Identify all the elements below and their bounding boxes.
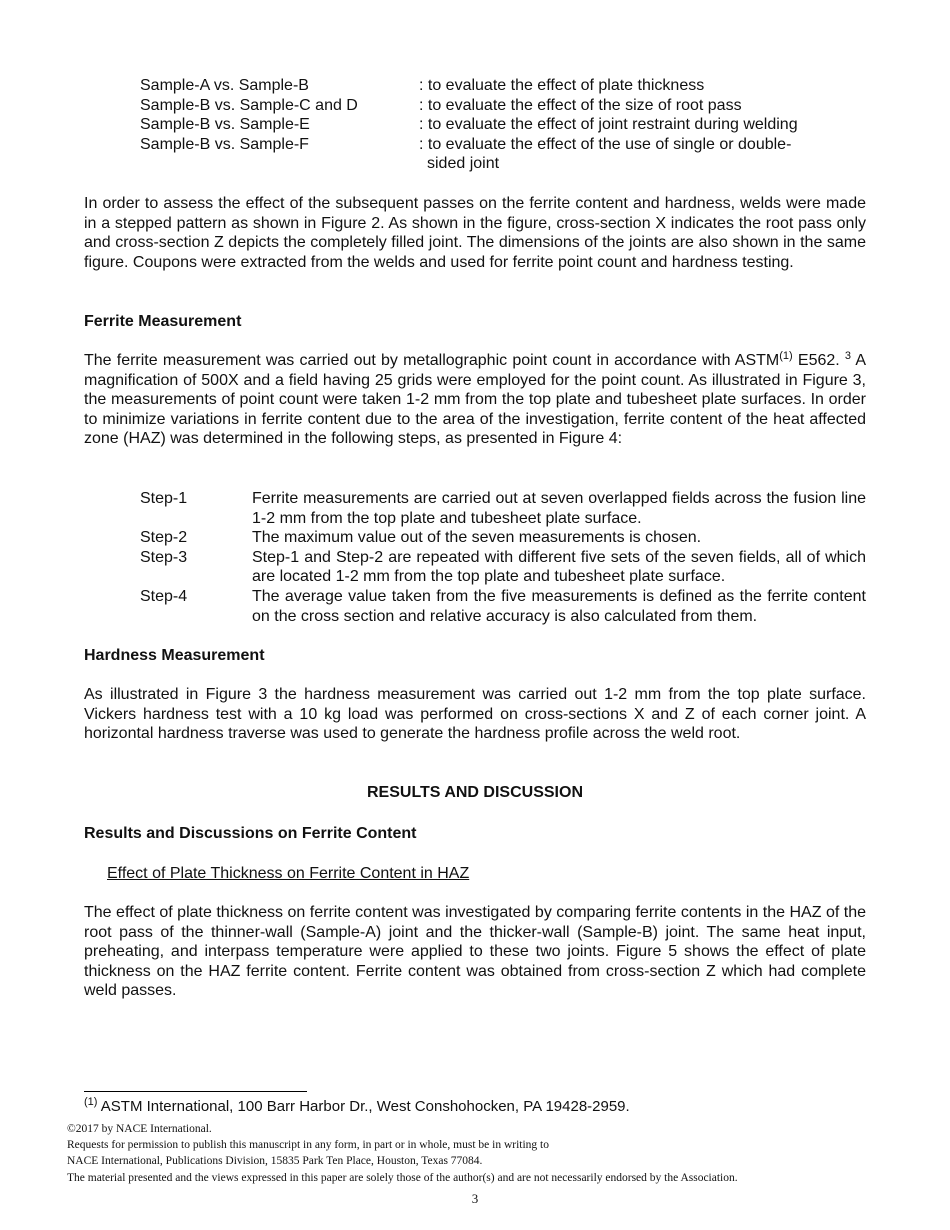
comparison-purpose-continuation: sided joint bbox=[427, 155, 500, 173]
comparison-purpose: : to evaluate the effect of the use of single or double- bbox=[419, 135, 792, 153]
comparison-samples: Sample-B vs. Sample-C and D bbox=[140, 96, 358, 114]
step-item bbox=[84, 489, 866, 528]
hardness-measurement-paragraph: As illustrated in Figure 3 the hardness measurement was carried out 1-2 mm from the top plate surface. Vickers hardness test with a 10 kg load was performed on cross-sections X and Z of each corner joint. A horizontal hardness traverse was used to generate the hardness profile across the weld root. bbox=[84, 686, 866, 743]
comparison-row bbox=[84, 135, 866, 155]
step-label: Step-2 bbox=[140, 529, 188, 547]
step-list bbox=[84, 489, 866, 626]
disclaimer-line: The material presented and the views expressed in this paper are solely those of the author(s) and are not necessarily endorsed by the Association. bbox=[67, 1172, 738, 1184]
results-discussion-heading: RESULTS AND DISCUSSION bbox=[366, 784, 583, 801]
ferrite-measurement-paragraph bbox=[84, 351, 866, 449]
comparison-row bbox=[84, 96, 866, 116]
step-text: The maximum value out of the seven measurements is chosen. bbox=[252, 529, 702, 547]
ferrite-measurement-heading: Ferrite Measurement bbox=[84, 313, 242, 330]
copyright-line: ©2017 by NACE International. bbox=[67, 1123, 212, 1135]
plate-thickness-subheading: Effect of Plate Thickness on Ferrite Content in HAZ bbox=[107, 865, 470, 882]
step-label: Step-3 bbox=[140, 548, 188, 566]
step-item bbox=[84, 548, 866, 587]
footnote bbox=[84, 1098, 630, 1115]
permission-line: Requests for permission to publish this manuscript in any form, in part or in whole, must be in writing to bbox=[67, 1139, 549, 1151]
hardness-measurement-heading: Hardness Measurement bbox=[84, 647, 265, 664]
stepped-pattern-paragraph: In order to assess the effect of the subsequent passes on the ferrite content and hardness, welds were made in a stepped pattern as shown in Figure 2. As shown in the figure, cross-section X indicates the root pass only and cross-section Z depicts the completely filled joint. The dimensions of the joints are also shown in the same figure. Coupons were extracted from the welds and used for ferrite point count and hardness testing. bbox=[84, 195, 866, 271]
comparison-samples: Sample-B vs. Sample-E bbox=[140, 116, 310, 134]
comparison-row-continuation bbox=[84, 154, 866, 174]
ferrite-text-2: E562. bbox=[792, 352, 840, 369]
step-text: The average value taken from the five measurements is defined as the ferrite content on the cross section and relative accuracy is also calculated from them. bbox=[252, 587, 866, 625]
footnote-divider bbox=[84, 1091, 307, 1092]
comparison-purpose: : to evaluate the effect of the size of root pass bbox=[419, 96, 742, 114]
plate-thickness-paragraph: The effect of plate thickness on ferrite content was investigated by comparing ferrite contents in the HAZ of the root pass of the thinner-wall (Sample-A) joint and the thicker-wall (Sample-B) joint. The same heat input, preheating, and interpass temperature were applied to these two joints. Figure 5 shows the effect of plate thickness on the HAZ ferrite content. Ferrite content was obtained from cross-section Z which had complete weld passes. bbox=[84, 904, 866, 1000]
ferrite-results-subheading: Results and Discussions on Ferrite Content bbox=[84, 825, 417, 842]
ferrite-text-1: The ferrite measurement was carried out by metallographic point count in accordance with ASTM bbox=[84, 352, 780, 369]
comparison-purpose: : to evaluate the effect of plate thickness bbox=[419, 77, 705, 94]
address-line: NACE International, Publications Division, 15835 Park Ten Place, Houston, Texas 77084. bbox=[67, 1155, 483, 1167]
footnote-marker: (1) bbox=[84, 1096, 98, 1108]
page-number: 3 bbox=[471, 1191, 479, 1206]
step-label: Step-1 bbox=[140, 490, 188, 507]
ferrite-text-3: A magnification of 500X and a field having 25 grids were employed for the point count. As illustrated in Figure 3, the measurements of point count were taken 1-2 mm from the top plate and tubesheet plate surfaces. In order to minimize variations in ferrite content due to the area of the investigation, ferrite content of the heat affected zone (HAZ) was determined in the following steps, as presented in Figure 4: bbox=[84, 352, 867, 448]
step-item bbox=[84, 587, 866, 626]
footnote-text: ASTM International, 100 Barr Harbor Dr., West Conshohocken, PA 19428-2959. bbox=[97, 1098, 630, 1115]
comparison-list bbox=[84, 76, 866, 174]
step-item bbox=[84, 528, 866, 548]
comparison-samples: Sample-A vs. Sample-B bbox=[140, 77, 309, 94]
step-text: Step-1 and Step-2 are repeated with different five sets of the seven fields, all of which are located 1-2 mm from the top plate and tubesheet plate surface. bbox=[252, 548, 866, 586]
comparison-purpose: : to evaluate the effect of joint restraint during welding bbox=[419, 116, 798, 134]
comparison-row bbox=[84, 115, 866, 135]
step-label: Step-4 bbox=[140, 587, 188, 605]
step-text: Ferrite measurements are carried out at seven overlapped fields across the fusion line 1-2 mm from the top plate and tubesheet plate surface. bbox=[252, 490, 866, 527]
footnote-ref: (1) bbox=[779, 350, 793, 362]
comparison-samples: Sample-B vs. Sample-F bbox=[140, 135, 309, 153]
citation-ref: 3 bbox=[844, 350, 852, 362]
comparison-row bbox=[84, 76, 866, 96]
